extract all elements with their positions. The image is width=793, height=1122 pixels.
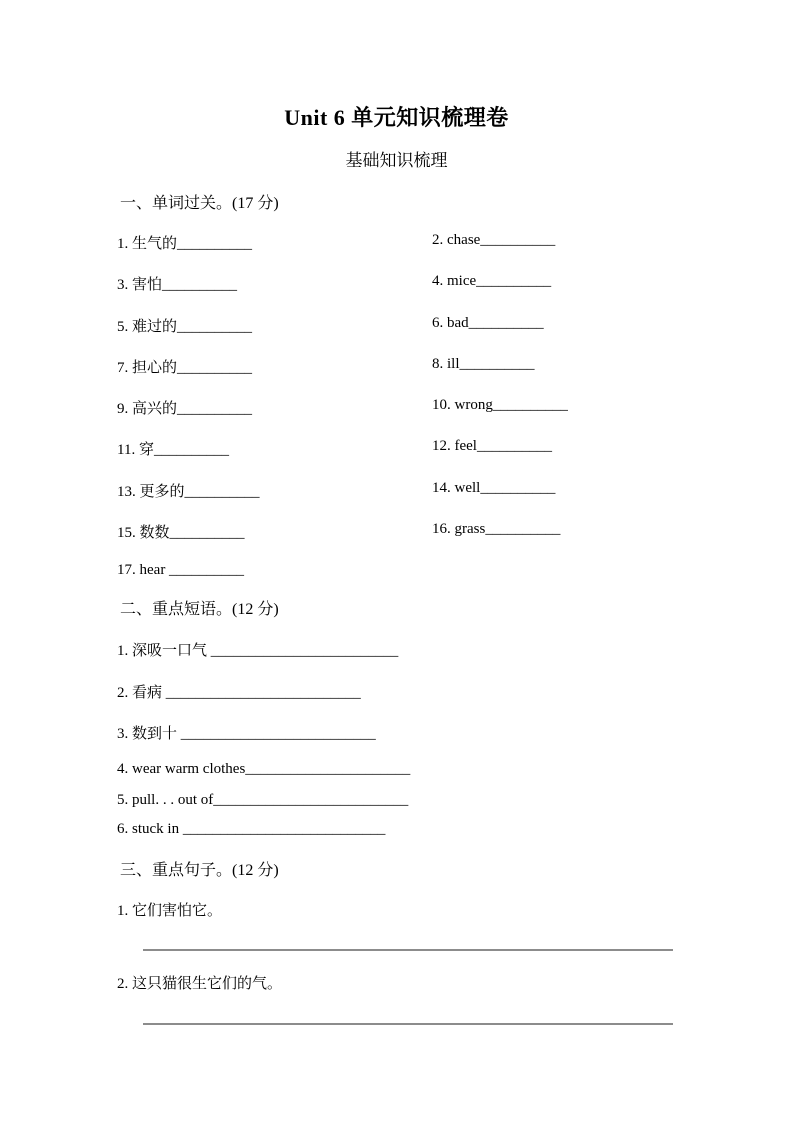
page-title: Unit 6 单元知识梳理卷 xyxy=(284,105,509,130)
word-item: 16. grass__________ xyxy=(432,521,561,538)
word-item: 17. hear __________ xyxy=(117,562,245,579)
answer-line xyxy=(143,949,673,951)
phrase-item: 3. 数到十 __________________________ xyxy=(117,726,376,742)
word-item: 14. well__________ xyxy=(432,479,556,496)
sentence-item: 2. 这只猫很生它们的气。 xyxy=(117,976,283,992)
word-item: 10. wrong__________ xyxy=(432,397,568,414)
word-item: 5. 难过的__________ xyxy=(117,318,253,335)
section-phrases-heading: 二、重点短语。(12 分) xyxy=(120,601,279,618)
section-sentences-heading: 三、重点句子。(12 分) xyxy=(120,862,279,879)
phrase-item: 6. stuck in ___________________________ xyxy=(117,821,386,837)
word-item: 11. 穿__________ xyxy=(117,442,229,459)
page-subtitle: 基础知识梳理 xyxy=(345,151,448,170)
phrase-item: 1. 深吸一口气 _________________________ xyxy=(117,643,399,659)
word-item: 3. 害怕__________ xyxy=(117,277,238,294)
word-item: 7. 担心的__________ xyxy=(117,359,253,376)
phrase-item: 2. 看病 __________________________ xyxy=(117,685,361,701)
word-item: 15. 数数__________ xyxy=(117,525,245,542)
word-item: 9. 高兴的__________ xyxy=(117,401,253,418)
word-item: 4. mice__________ xyxy=(432,273,552,290)
word-item: 1. 生气的__________ xyxy=(117,236,253,252)
word-list xyxy=(117,232,732,604)
phrase-item: 5. pull. . . out of__________________________ xyxy=(117,792,409,808)
word-item: 13. 更多的__________ xyxy=(117,483,260,500)
answer-line xyxy=(143,1023,673,1025)
sentence-item: 1. 它们害怕它。 xyxy=(117,903,223,919)
word-item: 8. ill__________ xyxy=(432,355,535,372)
word-item: 12. feel__________ xyxy=(432,438,552,455)
word-item: 2. chase__________ xyxy=(432,232,556,248)
word-item: 6. bad__________ xyxy=(432,314,544,331)
section-words-heading: 一、单词过关。(17 分) xyxy=(120,195,279,212)
phrase-item: 4. wear warm clothes______________________ xyxy=(117,761,411,777)
